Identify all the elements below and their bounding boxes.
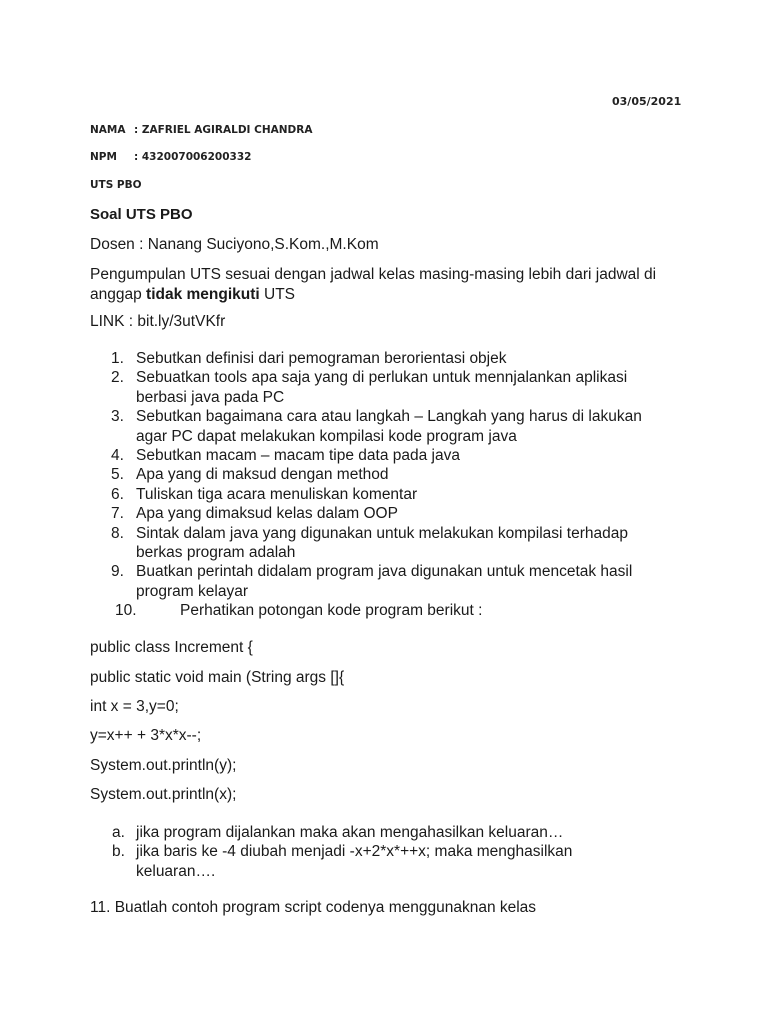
question-number: 5. <box>111 466 124 484</box>
question-number: 7. <box>111 505 124 523</box>
question-item <box>90 485 670 504</box>
question-number: 6. <box>111 485 124 503</box>
question-list <box>90 349 670 621</box>
question-text: Sintak dalam java yang digunakan untuk melakukan kompilasi terhadap berkas program adalah <box>136 524 628 562</box>
code-line: public class Increment { <box>90 639 253 656</box>
question-text: Sebuatkan tools apa saja yang di perlukan untuk mennjalankan aplikasi berbasi java pada PC <box>136 369 628 406</box>
question-number: 1. <box>111 350 124 367</box>
nama-line <box>90 124 312 136</box>
question-text: Apa yang dimaksud kelas dalam OOP <box>136 505 398 523</box>
question-text: Tuliskan tiga acara menuliskan komentar <box>136 485 418 503</box>
submission-note-emphasis: tidak mengikuti <box>146 286 260 303</box>
sub-question-item <box>90 842 650 881</box>
question-item <box>90 407 670 446</box>
document-date: 03/05/2021 <box>612 95 682 108</box>
question-11: 11. Buatlah contoh program script codenya menggunaknan kelas <box>90 899 537 916</box>
npm-label: NPM <box>90 151 117 163</box>
nama-label: NAMA <box>90 124 126 136</box>
question-item <box>90 524 670 563</box>
question-number: 10. <box>115 602 137 620</box>
npm-line <box>90 151 251 163</box>
sub-question-text: jika baris ke -4 diubah menjadi -x+2*x*++x; maka menghasilkan keluaran…. <box>136 843 573 880</box>
sub-question-letter: b. <box>112 843 125 861</box>
sub-question-letter: a. <box>112 824 125 841</box>
question-number: 8. <box>111 524 124 542</box>
question-text: Perhatikan potongan kode program berikut : <box>180 602 483 620</box>
code-line: System.out.println(y); <box>90 757 237 774</box>
nama-value: : ZAFRIEL AGIRALDI CHANDRA <box>134 124 313 136</box>
submission-link: LINK : bit.ly/3utVKfr <box>90 313 226 330</box>
sub-question-text: jika program dijalankan maka akan mengahasilkan keluaran… <box>136 824 564 841</box>
question-item <box>90 368 670 407</box>
code-line: y=x++ + 3*x*x--; <box>90 727 202 744</box>
submission-note <box>90 265 690 305</box>
question-item <box>90 562 670 601</box>
submission-note-text: Pengumpulan UTS sesuai dengan jadwal kelas masing-masing lebih dari jadwal di anggap <box>90 266 657 303</box>
question-text: Sebutkan bagaimana cara atau langkah – Langkah yang harus di lakukan agar PC dapat melakukan kompilasi kode program java <box>136 408 642 445</box>
code-line: public static void main (String args []{ <box>90 669 345 686</box>
code-line: int x = 3,y=0; <box>90 698 179 715</box>
question-number: 3. <box>111 408 124 426</box>
question-item <box>90 465 670 484</box>
question-text: Sebutkan macam – macam tipe data pada java <box>136 447 460 465</box>
question-item <box>90 349 670 368</box>
document-title: Soal UTS PBO <box>90 206 193 223</box>
sub-question-item <box>90 823 650 842</box>
submission-note-end: UTS <box>259 286 296 303</box>
question-text: Sebutkan definisi dari pemograman berorientasi objek <box>136 350 507 367</box>
question-item <box>90 446 670 465</box>
question-text: Apa yang di maksud dengan method <box>136 466 389 484</box>
question-number: 4. <box>111 447 124 465</box>
course-label: UTS PBO <box>90 179 142 191</box>
lecturer-line: Dosen : Nanang Suciyono,S.Kom.,M.Kom <box>90 236 379 253</box>
question-number: 9. <box>111 563 124 581</box>
question-text: Buatkan perintah didalam program java digunakan untuk mencetak hasil program kelayar <box>136 563 633 600</box>
question-item <box>90 504 670 523</box>
question-item <box>90 601 670 620</box>
sub-question-list <box>90 823 650 881</box>
code-line: System.out.println(x); <box>90 786 237 803</box>
npm-value: : 432007006200332 <box>134 151 252 163</box>
question-number: 2. <box>111 369 124 387</box>
